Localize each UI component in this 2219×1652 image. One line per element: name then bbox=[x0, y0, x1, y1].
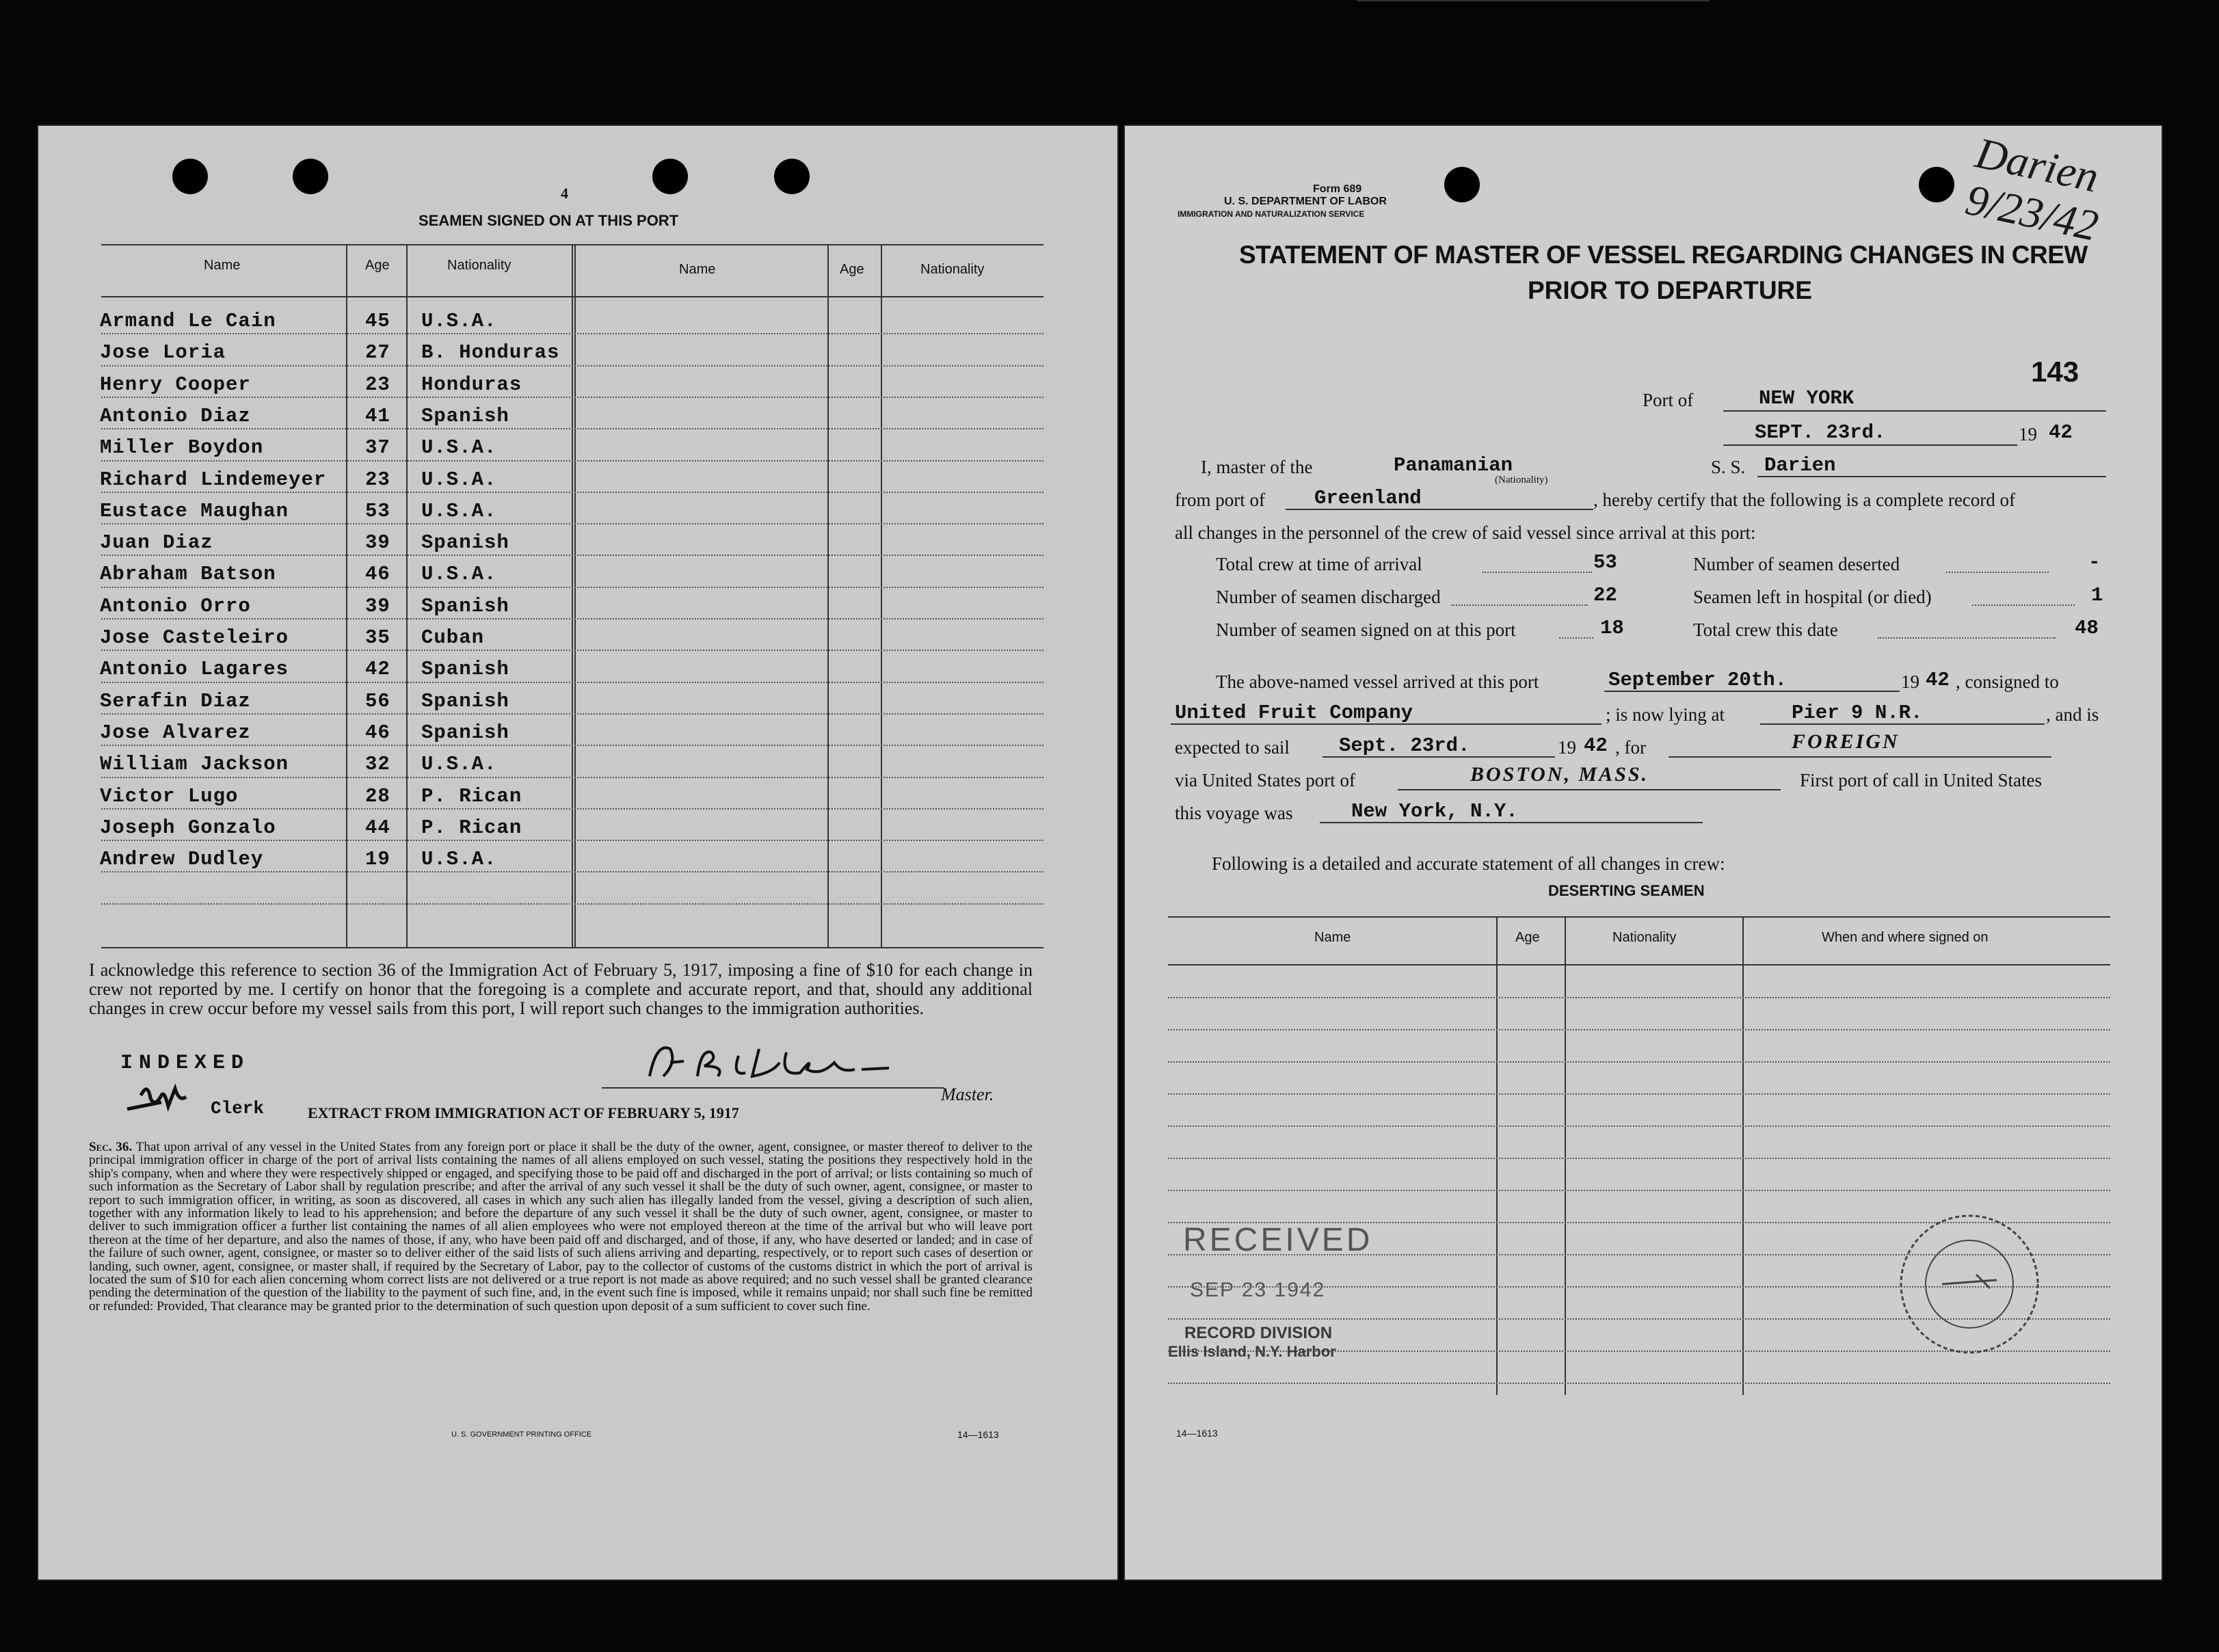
seaman-name: Antonio Orro bbox=[100, 594, 251, 617]
seaman-nationality: U.S.A. bbox=[421, 310, 497, 332]
seaman-name: William Jackson bbox=[100, 753, 289, 776]
seaman-age: 19 bbox=[365, 848, 390, 871]
sail-date: Sept. 23rd. bbox=[1339, 734, 1470, 757]
master-label: Master. bbox=[941, 1084, 994, 1104]
seaman-age: 23 bbox=[365, 468, 390, 491]
table-row bbox=[101, 842, 1044, 874]
table-row bbox=[101, 368, 1044, 399]
received-stamp: RECEIVED bbox=[1183, 1222, 1373, 1258]
seaman-nationality: U.S.A. bbox=[421, 436, 497, 459]
form-number: Form 689 bbox=[1313, 183, 1362, 195]
year-value: 42 bbox=[2049, 421, 2073, 444]
seaman-nationality: U.S.A. bbox=[421, 753, 497, 776]
arrived-label: The above-named vessel arrived at this port bbox=[1216, 671, 1539, 692]
seaman-nationality: Honduras bbox=[421, 373, 522, 396]
first-call-value: New York, N.Y. bbox=[1351, 800, 1518, 823]
date-value: SEPT. 23rd. bbox=[1755, 421, 1886, 444]
table-row bbox=[101, 526, 1044, 557]
deserting-title: DESERTING SEAMEN bbox=[1548, 882, 1705, 899]
extract-text bbox=[89, 1141, 1033, 1313]
seaman-nationality: Spanish bbox=[421, 721, 509, 744]
punch-hole bbox=[1444, 167, 1480, 202]
right-form-code: 14—1613 bbox=[1176, 1428, 1218, 1439]
extract-title: EXTRACT FROM IMMIGRATION ACT OF FEBRUARY 5, 1917 bbox=[308, 1104, 739, 1121]
punch-hole bbox=[172, 159, 208, 194]
seaman-age: 39 bbox=[365, 531, 390, 555]
total-crew-arrival: 53 bbox=[1593, 551, 1617, 574]
seaman-age: 35 bbox=[365, 626, 390, 649]
seaman-name: Serafin Diaz bbox=[100, 689, 251, 712]
destination: FOREIGN bbox=[1792, 730, 1900, 753]
seaman-age: 42 bbox=[365, 658, 390, 681]
seaman-name: Andrew Dudley bbox=[100, 848, 264, 871]
seaman-nationality: U.S.A. bbox=[421, 468, 497, 491]
from-port-label: from port of bbox=[1175, 490, 1265, 510]
seaman-age: 44 bbox=[365, 816, 390, 839]
seaman-nationality: Spanish bbox=[421, 531, 509, 555]
seaman-nationality: Spanish bbox=[421, 594, 509, 617]
seaman-name: Jose Alvarez bbox=[100, 721, 251, 744]
seaman-age: 53 bbox=[365, 499, 390, 522]
col-header-name-2: Name bbox=[679, 262, 716, 277]
via-port: BOSTON, MASS. bbox=[1470, 763, 1649, 786]
seaman-age: 46 bbox=[365, 721, 390, 744]
seaman-name: Victor Lugo bbox=[100, 784, 239, 808]
discharged-label: Number of seamen discharged bbox=[1216, 587, 1441, 607]
acknowledgement-text: I acknowledge this reference to section 36 of the Immigration Act of February 5, 1917, imposing a fine of $10 for each change in crew not reported by me. I certify on honor that the foregoing is a complete and accurate report, and that, should any additional changes in crew occur before my vessel sails from this port, I will report such changes to the immigration authorities. bbox=[89, 960, 1033, 1018]
certify-text: , hereby certify that the following is a complete record of bbox=[1593, 490, 2016, 510]
seaman-age: 45 bbox=[365, 310, 390, 332]
seaman-age: 46 bbox=[365, 563, 390, 586]
seaman-age: 37 bbox=[365, 436, 390, 459]
desert-col-age: Age bbox=[1515, 930, 1540, 945]
deserted: - bbox=[2088, 551, 2101, 574]
table-row bbox=[101, 336, 1044, 367]
master-signature bbox=[636, 1035, 909, 1090]
circular-seal-stamp bbox=[1874, 1209, 2065, 1359]
printing-office: U. S. GOVERNMENT PRINTING OFFICE bbox=[451, 1430, 592, 1439]
seaman-name: Richard Lindemeyer bbox=[100, 468, 327, 491]
table-row bbox=[101, 494, 1044, 526]
vessel-nationality: Panamanian bbox=[1394, 454, 1513, 477]
form-title-line2: PRIOR TO DEPARTURE bbox=[1528, 276, 1812, 304]
pier: Pier 9 N.R. bbox=[1792, 702, 1923, 724]
punch-hole bbox=[652, 159, 688, 194]
seaman-name: Eustace Maughan bbox=[100, 499, 289, 522]
col-header-name: Name bbox=[204, 258, 241, 273]
ellis-island: Ellis Island, N.Y. Harbor bbox=[1168, 1343, 1336, 1360]
from-port-value: Greenland bbox=[1314, 487, 1422, 509]
table-row bbox=[101, 811, 1044, 842]
table-row bbox=[101, 684, 1044, 716]
port-label: Port of bbox=[1643, 390, 1694, 410]
deserted-label: Number of seamen deserted bbox=[1693, 554, 1900, 574]
table-row bbox=[101, 304, 1044, 336]
table-row bbox=[101, 716, 1044, 747]
port-value: NEW YORK bbox=[1759, 387, 1855, 410]
total-crew-date: 48 bbox=[2075, 617, 2099, 639]
year-prefix-3: 19 bbox=[1558, 737, 1576, 758]
ss-label: S. S. bbox=[1711, 457, 1746, 477]
seaman-name: Joseph Gonzalo bbox=[100, 816, 276, 839]
year-prefix-2: 19 bbox=[1901, 671, 1919, 692]
arrived-year: 42 bbox=[1926, 669, 1950, 691]
desert-col-name: Name bbox=[1314, 930, 1351, 945]
seaman-age: 39 bbox=[365, 594, 390, 617]
col-header-age-2: Age bbox=[840, 262, 864, 277]
ship-name: Darien bbox=[1764, 454, 1836, 477]
seamen-signed-on-table bbox=[101, 244, 1044, 948]
page-number: 4 bbox=[561, 185, 568, 202]
seaman-nationality: U.S.A. bbox=[421, 848, 497, 871]
table-row bbox=[101, 399, 1044, 431]
clerk-label: Clerk bbox=[211, 1098, 265, 1119]
seaman-age: 23 bbox=[365, 373, 390, 396]
seaman-nationality: B. Honduras bbox=[421, 341, 560, 364]
seaman-age: 41 bbox=[365, 404, 390, 427]
hospital-label: Seamen left in hospital (or died) bbox=[1693, 587, 1932, 607]
total-crew-date-label: Total crew this date bbox=[1693, 620, 1838, 640]
seaman-name: Miller Boydon bbox=[100, 436, 264, 459]
table-row bbox=[101, 621, 1044, 652]
seaman-age: 56 bbox=[365, 689, 390, 712]
first-call-label: First port of call in United States bbox=[1800, 770, 2042, 790]
signed-on: 18 bbox=[1600, 617, 1624, 639]
form-title-line1: STATEMENT OF MASTER OF VESSEL REGARDING CHANGES IN CREW bbox=[1239, 241, 2088, 269]
expected-label: expected to sail bbox=[1175, 737, 1290, 758]
extract-body: That upon arrival of any vessel in the United States from any foreign port or place it shall be the duty of the owner, agent, consignee, or master thereof to deliver to the principal immigration officer in charge of the port of arrival lists containing the names of all aliens employed on such vessel, stating the positions they respectively hold in the ship's company, when and where they were respectively shipped or engaged, and specifying those to be paid off and discharged in the port of arrival; or lists containing so much of such information as the Secretary of Labor shall by regulation prescribe; and after the arrival of any such vessel it shall be the duty of such owner, agent, consignee, or master to report to such immigration officer, in writing, as soon as discovered, all cases in which any such alien has illegally landed from the vessel, giving a description of such alien, together with any information likely to lead to his apprehension; and before the departure of any such vessel it shall be the duty of such owner, agent, consignee, or master to deliver to such immigration officer a further list containing the names of all alien employees who were not employed thereon at the time of the arrival but who will leave port thereon at the time of her departure, and also the names of those, if any, who have been paid off and discharged, and of those, if any, who have deserted or landed; and in case of the failure of such owner, agent, consignee, or master so to deliver either of the said lists of such aliens arriving and departing, respectively, or to report such cases of desertion or landing, such owner, agent, consignee, or master shall, if required by the Secretary of Labor, pay to the collector of customs of the customs district in which the port of arrival is located the sum of $10 for each alien concerning whom correct lists are not delivered or a true report is not made as above required; and no such vessel shall be granted clearance pending the determination of the question of the liability to the payment of such fine, and, in the event such fine is imposed, while it remains unpaid; nor shall such fine be remitted or refunded: Provided, That clearance may be granted prior to the determination of such question upon deposit of a sum sufficient to cover such fine. bbox=[89, 1140, 1033, 1314]
seaman-age: 32 bbox=[365, 753, 390, 776]
arrived-value: September 20th. bbox=[1608, 669, 1788, 691]
record-division: RECORD DIVISION bbox=[1184, 1324, 1333, 1342]
seaman-nationality: Cuban bbox=[421, 626, 485, 649]
seaman-name: Antonio Lagares bbox=[100, 658, 289, 681]
seaman-nationality: P. Rican bbox=[421, 816, 522, 839]
seamen-table-title: SEAMEN SIGNED ON AT THIS PORT bbox=[418, 212, 679, 229]
seaman-nationality: P. Rican bbox=[421, 784, 522, 808]
seaman-name: Antonio Diaz bbox=[100, 404, 251, 427]
indexed-stamp: INDEXED bbox=[120, 1052, 250, 1075]
seaman-age: 27 bbox=[365, 341, 390, 364]
department: U. S. DEPARTMENT OF LABOR bbox=[1224, 196, 1387, 207]
lying-label: ; is now lying at bbox=[1606, 704, 1725, 725]
col-header-nationality: Nationality bbox=[447, 258, 511, 273]
handwritten-note: Darien 9/23/42 bbox=[1961, 128, 2103, 251]
hospital: 1 bbox=[2091, 584, 2103, 607]
master-of-the-label: I, master of the bbox=[1201, 457, 1313, 477]
seaman-name: Abraham Batson bbox=[100, 563, 276, 586]
seaman-name: Juan Diaz bbox=[100, 531, 213, 555]
section-label: Sec. 36. bbox=[89, 1140, 133, 1154]
table-row bbox=[101, 589, 1044, 621]
seaman-nationality: Spanish bbox=[421, 404, 509, 427]
punch-hole bbox=[774, 159, 810, 194]
seaman-name: Armand Le Cain bbox=[100, 310, 276, 332]
table-row bbox=[101, 780, 1044, 811]
seaman-nationality: U.S.A. bbox=[421, 563, 497, 586]
nationality-caption: (Nationality) bbox=[1495, 475, 1548, 485]
discharged: 22 bbox=[1593, 584, 1617, 607]
table-row bbox=[101, 557, 1044, 589]
total-crew-arrival-label: Total crew at time of arrival bbox=[1216, 554, 1422, 574]
this-voyage-label: this voyage was bbox=[1175, 803, 1293, 823]
seaman-age: 28 bbox=[365, 784, 390, 808]
table-row bbox=[101, 463, 1044, 494]
desert-col-signed-on: When and where signed on bbox=[1822, 930, 1989, 945]
table-row bbox=[101, 431, 1044, 462]
seaman-nationality: Spanish bbox=[421, 689, 509, 712]
table-row bbox=[101, 652, 1044, 684]
signed-on-label: Number of seamen signed on at this port bbox=[1216, 620, 1516, 640]
certify-text-2: all changes in the personnel of the crew of said vessel since arrival at this port: bbox=[1175, 522, 1756, 543]
seaman-nationality: U.S.A. bbox=[421, 499, 497, 522]
consigned-label: , consigned to bbox=[1956, 671, 2059, 692]
year-prefix: 19 bbox=[2019, 424, 2037, 444]
received-date: SEP 23 1942 bbox=[1190, 1279, 1326, 1301]
left-form-code: 14—1613 bbox=[957, 1429, 999, 1440]
seaman-name: Henry Cooper bbox=[100, 373, 251, 396]
seaman-name: Jose Loria bbox=[100, 341, 226, 364]
seaman-nationality: Spanish bbox=[421, 658, 509, 681]
desert-col-nationality: Nationality bbox=[1612, 930, 1677, 945]
following-label: Following is a detailed and accurate statement of all changes in crew: bbox=[1212, 853, 1725, 874]
consignee: United Fruit Company bbox=[1175, 702, 1413, 724]
col-header-age: Age bbox=[365, 258, 390, 273]
sail-year: 42 bbox=[1584, 734, 1608, 757]
seaman-name: Jose Casteleiro bbox=[100, 626, 289, 649]
service: IMMIGRATION AND NATURALIZATION SERVICE bbox=[1178, 209, 1365, 219]
and-is-label: , and is bbox=[2046, 704, 2099, 725]
stamp-number: 143 bbox=[2031, 356, 2080, 388]
table-row bbox=[101, 747, 1044, 779]
punch-hole bbox=[293, 159, 328, 194]
for-label: , for bbox=[1615, 737, 1646, 758]
via-label: via United States port of bbox=[1175, 770, 1355, 790]
col-header-nationality-2: Nationality bbox=[920, 262, 985, 277]
punch-hole bbox=[1919, 167, 1954, 202]
